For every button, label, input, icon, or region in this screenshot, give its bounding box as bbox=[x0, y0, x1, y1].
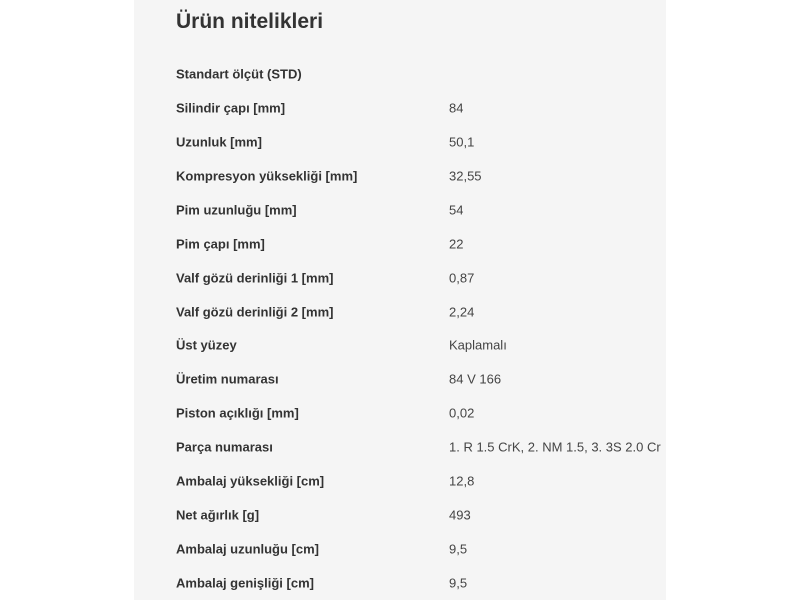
spec-row-piston-clearance bbox=[134, 396, 666, 430]
spec-row-pin-length bbox=[134, 193, 666, 227]
spec-label: Net ağırlık [g] bbox=[176, 507, 260, 523]
spec-label: Ambalaj uzunluğu [cm] bbox=[176, 541, 319, 557]
spec-label: Valf gözü derinliği 1 [mm] bbox=[176, 270, 334, 286]
spec-row-top-surface bbox=[134, 329, 666, 363]
spec-label: Uzunluk [mm] bbox=[176, 134, 262, 150]
spec-row-cylinder-bore bbox=[134, 91, 666, 125]
section-title: Ürün nitelikleri bbox=[176, 10, 324, 33]
spec-label: Valf gözü derinliği 2 [mm] bbox=[176, 304, 334, 320]
spec-value: 54 bbox=[449, 202, 464, 218]
spec-value: 9,5 bbox=[449, 575, 468, 591]
spec-label: Üst yüzey bbox=[176, 337, 237, 353]
spec-row-production-number bbox=[134, 362, 666, 396]
spec-label: Ambalaj genişliği [cm] bbox=[176, 575, 314, 591]
spec-value: 12,8 bbox=[449, 473, 475, 489]
spec-value: 0,02 bbox=[449, 405, 475, 421]
spec-row-length bbox=[134, 125, 666, 159]
spec-value: 1. R 1.5 CrK, 2. NM 1.5, 3. 3S 2.0 Cr bbox=[449, 439, 661, 455]
spec-row-compression-height bbox=[134, 159, 666, 193]
spec-row-valve-pocket-depth-2 bbox=[134, 295, 666, 329]
spec-row-part-number bbox=[134, 430, 666, 464]
spec-label: Kompresyon yüksekliği [mm] bbox=[176, 168, 358, 184]
spec-value: 2,24 bbox=[449, 304, 475, 320]
spec-label: Pim çapı [mm] bbox=[176, 236, 265, 252]
spec-value: 0,87 bbox=[449, 270, 475, 286]
spec-label: Standart ölçüt (STD) bbox=[176, 66, 302, 82]
spec-row-standard bbox=[134, 57, 666, 91]
spec-label: Piston açıklığı [mm] bbox=[176, 405, 299, 421]
spec-row-package-height bbox=[134, 464, 666, 498]
spec-value: 22 bbox=[449, 236, 464, 252]
spec-value: 84 V 166 bbox=[449, 371, 502, 387]
spec-value: 32,55 bbox=[449, 168, 482, 184]
spec-row-package-length bbox=[134, 532, 666, 566]
spec-label: Silindir çapı [mm] bbox=[176, 100, 286, 116]
spec-row-package-width bbox=[134, 566, 666, 600]
product-attributes-panel bbox=[134, 0, 666, 600]
spec-label: Parça numarası bbox=[176, 439, 273, 455]
spec-label: Pim uzunluğu [mm] bbox=[176, 202, 297, 218]
spec-value: 493 bbox=[449, 507, 471, 523]
spec-value: 9,5 bbox=[449, 541, 468, 557]
spec-list bbox=[134, 57, 666, 600]
spec-label: Ambalaj yüksekliği [cm] bbox=[176, 473, 325, 489]
spec-value: 50,1 bbox=[449, 134, 475, 150]
spec-label: Üretim numarası bbox=[176, 371, 279, 387]
spec-row-pin-diameter bbox=[134, 227, 666, 261]
spec-value: 84 bbox=[449, 100, 464, 116]
spec-value: Kaplamalı bbox=[449, 337, 507, 353]
spec-row-valve-pocket-depth-1 bbox=[134, 261, 666, 295]
spec-row-net-weight bbox=[134, 498, 666, 532]
